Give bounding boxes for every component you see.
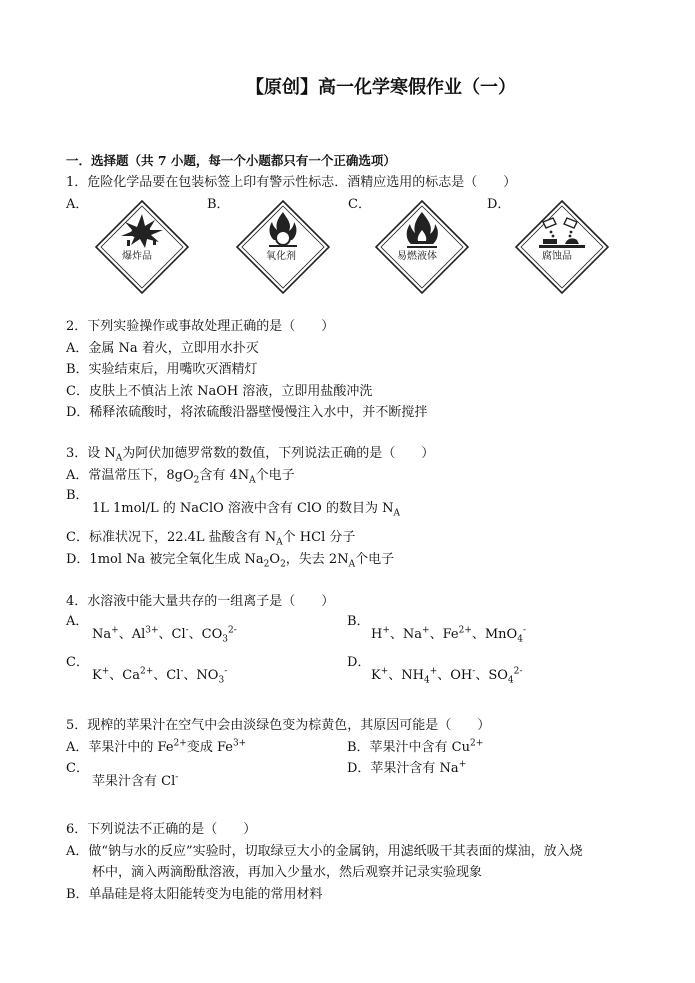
question-5-stem: 5．现榨的苹果汁在空气中会由淡绿色变为棕黄色，其原因可能是（ ） — [66, 718, 491, 733]
question-4-option-b-label: B． — [347, 614, 370, 629]
question-1-option-c-label: C． — [348, 197, 371, 212]
question-6-stem: 6．下列说法不正确的是（ ） — [66, 822, 257, 837]
question-5-option-b: B．苹果汁中含有 $Cu^{2+}$ — [347, 738, 484, 755]
question-1-option-d-label: D． — [487, 197, 511, 212]
question-5-option-c: 苹果汁含有 Cl- — [92, 772, 179, 789]
question-2-option-a: A．金属 Na 着火，立即用水扑灭 — [66, 341, 259, 356]
question-3-stem: 3．设 $N_A$为阿伏加德罗常数的数值，下列说法正确的是（ ） — [66, 446, 435, 464]
question-2-stem: 2．下列实验操作或事故处理正确的是（ ） — [66, 319, 335, 334]
question-2-option-c: C．皮肤上不慎沾上浓 NaOH 溶液，立即用盐酸冲洗 — [66, 384, 373, 399]
question-4-option-c-label: C． — [66, 655, 89, 670]
question-3-option-b-label: B． — [66, 488, 89, 503]
question-3-option-d: D．1mol Na 被完全氧化生成 $Na_2O_2$，失去 $2N_A$个电子 — [66, 552, 395, 570]
flammable-liquid-sign-icon — [375, 200, 469, 294]
question-4-option-b: H+、Na+、$Fe^{2+}$、MnO$_4$- — [371, 625, 526, 645]
section-heading: 一．选择题（共 7 小题，每一个小题都只有一个正确选项） — [66, 153, 396, 168]
sign-a-caption: 爆炸品 — [122, 251, 152, 262]
question-1-option-b-label: B． — [207, 197, 230, 212]
question-4-option-a-label: A． — [66, 614, 89, 629]
explosive-sign-icon — [95, 200, 189, 294]
sign-c-caption: 易燃液体 — [397, 251, 437, 262]
question-1-option-a-label: A． — [66, 197, 89, 212]
question-4-option-d: K+、$NH_4^+$、OH-、$SO_4^{2-}$ — [371, 666, 523, 686]
question-3-option-a: A．常温常压下，$8gO_2$含有 $4N_A$个电子 — [66, 468, 295, 486]
question-6-option-b: B．单晶硅是将太阳能转变为电能的常用材料 — [66, 887, 323, 902]
question-5-option-d: D．苹果汁含有 Na+ — [347, 759, 467, 776]
question-1-stem: 1．危险化学品要在包装标签上印有警示性标志．酒精应选用的标志是（ ） — [66, 175, 517, 190]
question-5-option-a: A．苹果汁中的 $Fe^{2+}$变成 $Fe^{3+}$ — [66, 738, 247, 755]
page-title: 【原创】高一化学寒假作业（一） — [246, 77, 516, 98]
question-2-option-d: D．稀释浓硫酸时，将浓硫酸沿器壁慢慢注入水中，并不断搅拌 — [66, 405, 428, 420]
question-5-option-c-label: C． — [66, 761, 89, 776]
question-4-option-c: K+、$Ca^{2+}$、Cl-、$NO_3^-$ — [92, 666, 228, 686]
question-6-option-a-line2: 杯中，滴入两滴酚酞溶液，再加入少量水，然后观察并记录实验现象 — [92, 865, 483, 880]
sign-d-caption: 腐蚀品 — [542, 251, 572, 262]
question-3-option-c: C．标准状况下，22.4L 盐酸含有 $N_A$个 HCl 分子 — [66, 530, 356, 548]
question-3-option-b: 1L 1mol/L 的 NaClO 溶液中含有 ClO 的数目为 $N_A$ — [92, 501, 400, 519]
corrosive-sign-icon — [515, 200, 609, 294]
question-4-stem: 4．水溶液中能大量共存的一组离子是（ ） — [66, 594, 335, 609]
question-4-option-a: Na+、$Al^{3+}$、Cl-、$CO_3^{2-}$ — [92, 625, 237, 645]
sign-b-caption: 氧化剂 — [266, 251, 296, 262]
oxidizer-sign-icon — [236, 200, 330, 294]
question-2-option-b: B．实验结束后，用嘴吹灭酒精灯 — [66, 362, 258, 377]
question-6-option-a-line1: A．做“钠与水的反应”实验时，切取绿豆大小的金属钠，用滤纸吸干其表面的煤油，放入烧 — [66, 844, 583, 859]
question-4-option-d-label: D． — [347, 655, 371, 670]
